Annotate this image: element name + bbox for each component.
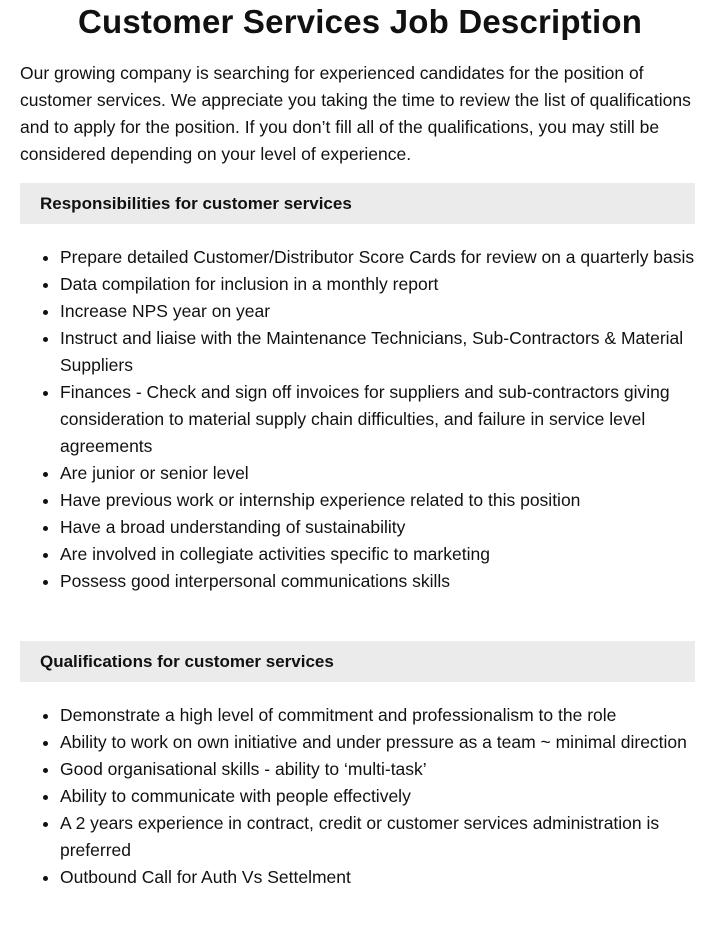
list-item: • Ability to communicate with people effectively xyxy=(60,783,695,810)
responsibilities-list xyxy=(20,244,695,595)
list-item: • Have a broad understanding of sustainability xyxy=(60,514,695,541)
list-item: • A 2 years experience in contract, credit or customer services administration is preferred xyxy=(60,810,695,864)
qualifications-list xyxy=(20,702,695,891)
qualifications-heading: Qualifications for customer services xyxy=(20,641,695,682)
list-item: • Data compilation for inclusion in a monthly report xyxy=(60,271,695,298)
list-item: • Demonstrate a high level of commitment and professionalism to the role xyxy=(60,702,695,729)
list-item: • Finances - Check and sign off invoices for suppliers and sub-contractors giving consideration to material supply chain difficulties, and failure in service level agreements xyxy=(60,379,695,460)
list-item: • Outbound Call for Auth Vs Settelment xyxy=(60,864,695,891)
list-item: • Are junior or senior level xyxy=(60,460,695,487)
list-item: • Increase NPS year on year xyxy=(60,298,695,325)
list-item: • Instruct and liaise with the Maintenance Technicians, Sub-Contractors & Material Suppliers xyxy=(60,325,695,379)
intro-paragraph: Our growing company is searching for experienced candidates for the position of customer services. We appreciate you taking the time to review the list of qualifications and to apply for the position. If you don’t fill all of the qualifications, you may still be considered depending on your level of experience. xyxy=(20,63,691,164)
list-item: • Good organisational skills - ability to ‘multi-task’ xyxy=(60,756,695,783)
responsibilities-heading: Responsibilities for customer services xyxy=(20,183,695,224)
list-item: • Have previous work or internship experience related to this position xyxy=(60,487,695,514)
list-item: • Ability to work on own initiative and under pressure as a team ~ minimal direction xyxy=(60,729,695,756)
list-item: • Are involved in collegiate activities specific to marketing xyxy=(60,541,695,568)
list-item: • Possess good interpersonal communications skills xyxy=(60,568,695,595)
page-title: Customer Services Job Description xyxy=(77,3,643,40)
list-item: • Prepare detailed Customer/Distributor Score Cards for review on a quarterly basis xyxy=(60,244,695,271)
